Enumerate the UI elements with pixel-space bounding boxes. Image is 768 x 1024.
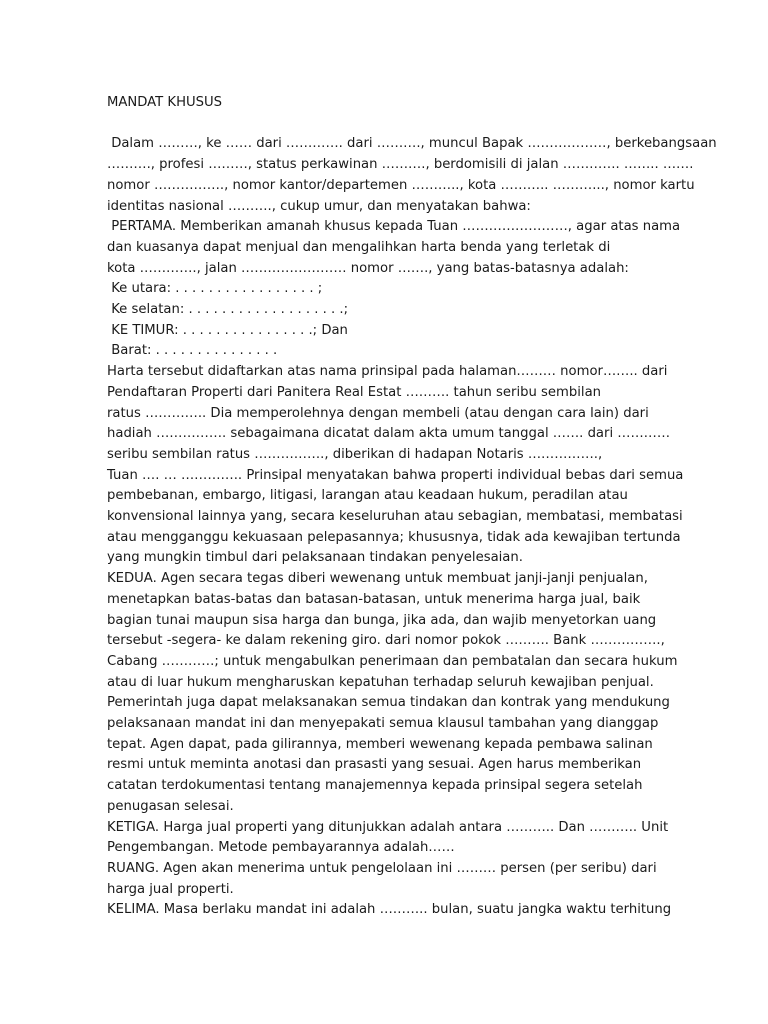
document-line: konvensional lainnya yang, secara keseluruhan atau sebagian, membatasi, membatasi [107,509,683,525]
document-line: Pendaftaran Properti dari Panitera Real Estat ………. tahun seribu sembilan [107,384,602,400]
document-line: Pemerintah juga dapat melaksanakan semua tindakan dan kontrak yang mendukung [107,695,670,711]
document-line: PERTAMA. Memberikan amanah khusus kepada Tuan ……………………, agar atas nama [107,219,681,235]
document-line: yang mungkin timbul dari pelaksanaan tindakan penyelesaian. [107,550,523,566]
document-line: KELIMA. Masa berlaku mandat ini adalah ……….. bulan, suatu jangka waktu terhitung [107,902,672,918]
document-line: Harta tersebut didaftarkan atas nama prinsipal pada halaman……… nomor…….. dari [107,364,668,380]
document-line: identitas nasional ………., cukup umur, dan menyatakan bahwa: [107,198,531,214]
document-line: ………., profesi ………, status perkawinan ………., berdomisili di jalan …………. …….. ……. [107,157,694,173]
document-line: tersebut -segera- ke dalam rekening giro. dari nomor pokok ………. Bank ……………., [107,633,665,649]
document-line: KETIGA. Harga jual properti yang ditunjukkan adalah antara ……….. Dan ……….. Unit [107,819,669,835]
document-line: tepat. Agen dapat, pada gilirannya, memberi wewenang kepada pembawa salinan [107,736,653,752]
document-line: Tuan …. … ………….. Prinsipal menyatakan bahwa properti individual bebas dari semua [107,467,684,483]
document-line: penugasan selesai. [107,798,234,814]
document-line: nomor ……………., nomor kantor/departemen ……….., kota ……….. ………..., nomor kartu [107,177,695,193]
document-line: Ke utara: . . . . . . . . . . . . . . . . . ; [107,281,323,297]
document-line: Ke selatan: . . . . . . . . . . . . . . . . . . .; [107,302,349,318]
document-line: atau mengganggu kekuasaan pelepasannya; khususnya, tidak ada kewajiban tertunda [107,529,681,545]
document-line: harga jual properti. [107,881,234,897]
document-line: seribu sembilan ratus ……………., diberikan di hadapan Notaris ……………., [107,446,603,462]
document-line: RUANG. Agen akan menerima untuk pengelolaan ini ……… persen (per seribu) dari [107,861,657,876]
document-line: catatan terdokumentasi tentang manajemennya kepada prinsipal segera setelah [107,778,643,794]
document-title: MANDAT KHUSUS [107,95,223,110]
document-line: Cabang …………; untuk mengabulkan penerimaan dan pembatalan dan secara hukum [107,653,678,669]
document-body [107,134,717,921]
document-line: menetapkan batas-batas dan batasan-batasan, untuk menerima harga jual, baik [107,591,641,607]
document-line: Pengembangan. Metode pembayarannya adalah…… [107,840,455,856]
document-page [107,93,717,921]
document-line: bagian tunai maupun sisa harga dan bunga, jika ada, dan wajib menyetorkan uang [107,612,657,628]
document-line: hadiah ……………. sebagaimana dicatat dalam akta umum tanggal ……. dari ………… [107,426,671,442]
document-line: resmi untuk meminta anotasi dan prasasti yang sesuai. Agen harus memberikan [107,757,642,773]
document-line: pelaksanaan mandat ini dan menyepakati semua klausul tambahan yang dianggap [107,716,659,732]
document-line: atau di luar hukum mengharuskan kepatuhan terhadap seluruh kewajiban penjual. [107,674,654,690]
document-line: pembebanan, embargo, litigasi, larangan atau keadaan hukum, peradilan atau [107,488,628,504]
document-line: KE TIMUR: . . . . . . . . . . . . . . . .; Dan [107,322,348,338]
document-line: KEDUA. Agen secara tegas diberi wewenang untuk membuat janji-janji penjualan, [107,571,648,587]
document-line: Dalam ………, ke …… dari …………. dari ………., muncul Bapak ………………, berkebangsaan [107,136,717,152]
document-line: Barat: . . . . . . . . . . . . . . . [107,343,278,359]
document-line: dan kuasanya dapat menjual dan mengalihkan harta benda yang terletak di [107,239,611,255]
document-line: ratus ………….. Dia memperolehnya dengan membeli (atau dengan cara lain) dari [107,405,649,421]
document-line: kota …………., jalan …………………… nomor ……., yang batas-batasnya adalah: [107,260,629,276]
